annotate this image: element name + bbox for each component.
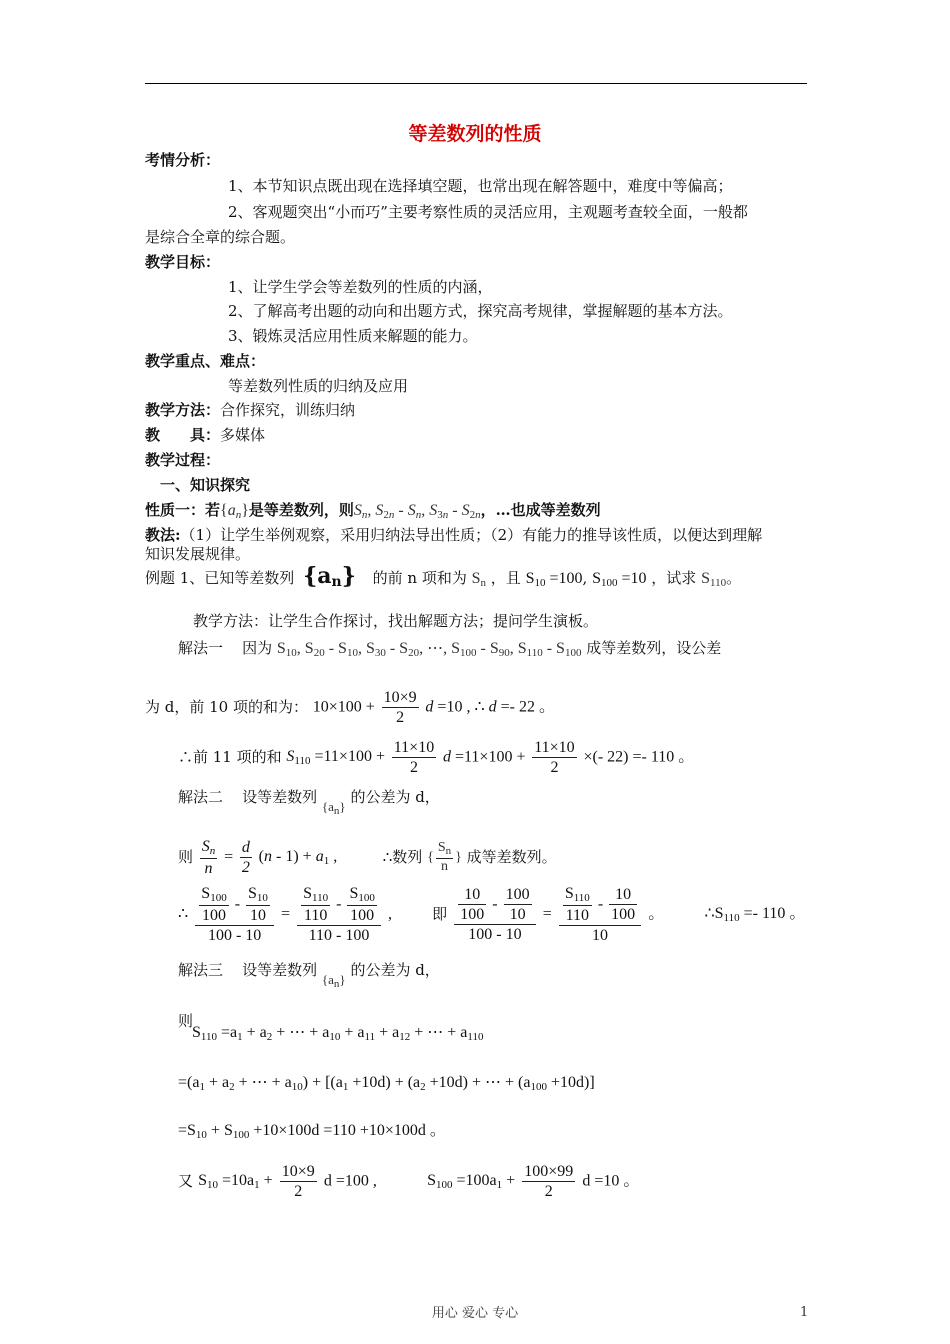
property-mid: 是等差数列，则 — [248, 501, 354, 519]
solution-3-label: 解法三 — [178, 961, 224, 979]
solution-2-line-1 — [178, 788, 440, 817]
fraction-10x9-over-2-b: $\frac{10\times 9}{2}$ — [281, 1163, 315, 1201]
teaching-line-2: 知识发展规律。 — [145, 545, 251, 563]
solution-2-line-3: ∴ $\frac{S_{100}}{100}$ - $\frac{S_{10}}{10}$ 100 - 10 = $\frac{S_{110}}{110}$ - $\frac{S_{100}}{100}$ 110 - 100 , 即 $\frac{10}{100}$ - $\frac{100}{10}$ 100 - 10 = $\frac{S_{110}}{110}$ - $\frac{10}{100}$ 10 。 $\therefore S_{110} =- 110$ 。 — [178, 885, 806, 945]
formula-sn-over-n-set: { $\frac{S_n}{n}$ } — [427, 839, 462, 874]
example-ask: ，试求 — [651, 569, 697, 587]
solution-2-text-2: 的公差为 d， — [350, 788, 440, 806]
example-method: 教学方法：让学生合作探讨，找出解题方法；提问学生演板。 — [193, 612, 599, 630]
solution-3-then: 则 — [178, 1012, 194, 1030]
example-end: 。 — [726, 569, 742, 587]
solution-1-line-3 — [178, 738, 694, 777]
example-1: 例题 1、已知等差数列 $\{a_n\}$ 的前 n 项和为 $S_n$ ，且 $S_{10} =100$, $S_{100} =10$ ，试求 $S_{110}$。 — [145, 563, 742, 590]
fraction-100x99-over-2: $\frac{100\times 99}{2}$ — [524, 1163, 574, 1201]
teaching-text-1: （1）让学生举例观察，采用归纳法导出性质；（2）有能力的推导该性质，以便达到理解 — [180, 526, 763, 544]
formula-n-minus-1: $(n - 1) + a_1$ , — [258, 847, 338, 867]
page-number: 1 — [800, 1305, 809, 1320]
formula-result-1: ×(- 22) =- 110 。 — [583, 748, 695, 766]
header-rule — [145, 83, 807, 84]
formula-partial-sums: $S_{10}$, $S_{20} - S_{10}$, $S_{30} - S_{20}$, ⋯, $S_{100} - S_{90}$, $S_{110} - S_{100}$ — [276, 640, 582, 659]
analysis-item-2: 2、客观题突出“小而巧”主要考察性质的灵活应用，主观题考查较全面，一般都 — [228, 203, 748, 221]
solution-1-tail: 成等差数列，设公差 — [586, 639, 722, 657]
formula-sn-list: $S_n$, $S_{2n} - S_n$, $S_{3n} - S_{2n}$ — [353, 502, 481, 521]
fraction-complex-2: $\frac{S_{110}}{110}$ - $\frac{S_{100}}{100}$ 110 - 100 — [297, 884, 381, 946]
example-text-3: ，且 — [490, 569, 521, 587]
fraction-complex-3: $\frac{10}{100}$ - $\frac{100}{10}$ 100 - 10 — [454, 885, 535, 945]
formula-s10-eq: $S_{10} =10a_1$ + — [198, 1171, 273, 1191]
fraction-11x10-over-2-b: $\frac{11\times 10}{2}$ — [534, 739, 575, 777]
solution-1-line-2-text: 为 d，前 10 项的和为： — [145, 698, 308, 717]
method-text: 合作探究，训练归纳 — [220, 401, 356, 419]
formula-an-set: $\{a_n\}$ — [220, 502, 249, 521]
fraction-11x10-over-2-a: $\frac{11\times 10}{2}$ — [393, 739, 435, 777]
goal-item-1: 1、让学生学会等差数列的性质的内涵， — [228, 278, 493, 296]
formula-s100: $S_{100} =10$ — [592, 570, 647, 589]
formula-an-braced: $\{a_n\}$ — [303, 563, 356, 590]
method-label: 教学方法： — [145, 401, 221, 419]
solution-1-line-1 — [178, 640, 721, 660]
solution-2-ie: 即 — [432, 905, 448, 924]
formula-d-mid: d =11×100 + — [442, 748, 526, 766]
property-one — [145, 502, 601, 522]
solution-2-therefore: ∴数列 — [382, 848, 423, 867]
goal-item-3: 3、锻炼灵活应用性质来解题的能力。 — [228, 327, 478, 345]
goal-item-2: 2、了解高考出题的动向和出题方式，探究高考规律，掌握解题的基本方法。 — [228, 302, 733, 320]
analysis-item-2-cont: 是综合全章的综合题。 — [145, 228, 296, 246]
goals-heading: 教学目标： — [145, 253, 221, 271]
solution-2-then: 则 — [178, 848, 194, 867]
solution-1-because: 因为 — [242, 639, 273, 657]
formula-s110-sum: $S_{110} =11\times 100$ + — [286, 747, 385, 767]
solution-2-label: 解法二 — [178, 788, 224, 806]
formula-s100-eq: $S_{100} =100a_1$ + — [427, 1171, 516, 1191]
formula-regroup: $=(a_1 + a_2$ + ⋯ + $a_{10}) + [(a_1 +10d) + (a_2 +10d)$ + ⋯ + $(a_{100} +10d)$] — [178, 1074, 595, 1093]
teaching-label: 教法: — [145, 526, 181, 544]
tools-label: 教 具： — [145, 426, 221, 444]
tools-text: 多媒体 — [220, 426, 266, 444]
solution-1-line-3-text: ∴前 11 项的和 — [178, 748, 282, 767]
formula-s110: $S_{110}$ — [701, 570, 727, 589]
fraction-d-over-2: $\frac{d}{2}$ — [241, 839, 250, 877]
formula-simplified: $=S_{10} + S_{100} +10\times 100d =110 +10\times 100d$ 。 — [178, 1122, 446, 1141]
fraction-sn-over-n: $\frac{S_n}{n}$ — [201, 838, 216, 878]
key-points-text: 等差数列性质的归纳及应用 — [228, 377, 409, 395]
property-suffix: ，…也成等差数列 — [480, 501, 601, 519]
formula-an-set-3: $\{a_n\}$ — [321, 972, 346, 990]
formula-d-eq: d =10 , ∴ d =- 22 。 — [425, 698, 555, 716]
formula-first-10-sum: 10×100 + — [312, 698, 375, 716]
formula-s100-result: d =10 。 — [582, 1172, 640, 1190]
solution-1-line-2 — [145, 688, 555, 727]
formula-result-2: $\therefore S_{110} =- 110$ 。 — [704, 904, 806, 924]
fraction-10x9-over-2: $\frac{10\times 9}{2}$ — [383, 689, 417, 727]
solution-1-label: 解法一 — [178, 639, 224, 657]
fraction-complex-1: $\frac{S_{100}}{100}$ - $\frac{S_{10}}{10}$ 100 - 10 — [195, 884, 274, 946]
solution-2-forms: 成等差数列。 — [466, 848, 557, 867]
process-heading: 教学过程： — [145, 451, 221, 469]
solution-3-text-2: 的公差为 d， — [350, 961, 440, 979]
example-intro: 例题 1、已知等差数列 — [145, 569, 295, 587]
solution-2-text: 设等差数列 — [242, 788, 318, 806]
formula-sn: $S_n$ — [471, 570, 487, 589]
solution-2-line-2: 则 $\frac{S_n}{n}$ = $\frac{d}{2}$ $(n - 1) + a_1$ , ∴数列 { $\frac{S_n}{n}$ } 成等差数列。 — [178, 838, 557, 878]
part-one-heading: 一、知识探究 — [160, 476, 251, 494]
page-footer: 用心 爱心 专心 — [431, 1306, 519, 1321]
formula-s10-result: d =100 , — [323, 1172, 377, 1190]
tools-line — [145, 427, 265, 444]
key-points-heading: 教学重点、难点： — [145, 352, 266, 370]
example-text-2: 的前 n 项和为 — [372, 569, 467, 587]
method-line — [145, 402, 355, 419]
analysis-item-1: 1、本节知识点既出现在选择填空题，也常出现在解答题中，难度中等偏高； — [228, 177, 733, 195]
formula-s110-expanded: $S_{110} =a_1 + a_2$ + ⋯ + $a_{10} + a_{11} + a_{12}$ + ⋯ + $a_{110}$ — [192, 1024, 484, 1043]
formula-an-set-2: $\{a_n\}$ — [321, 799, 346, 817]
property-prefix: 性质一：若 — [145, 501, 221, 519]
solution-3-also: 又 — [178, 1172, 194, 1191]
solution-3-text: 设等差数列 — [242, 961, 318, 979]
formula-s10: $S_{10} =100$ — [525, 570, 583, 589]
analysis-heading: 考情分析： — [145, 151, 221, 169]
page-title: 等差数列的性质 — [408, 123, 542, 145]
teaching-line-1 — [145, 527, 762, 544]
solution-3-line-1 — [178, 961, 440, 990]
fraction-complex-4: $\frac{S_{110}}{110}$ - $\frac{10}{100}$ 10 — [559, 884, 641, 946]
solution-3-also-line — [178, 1162, 639, 1201]
